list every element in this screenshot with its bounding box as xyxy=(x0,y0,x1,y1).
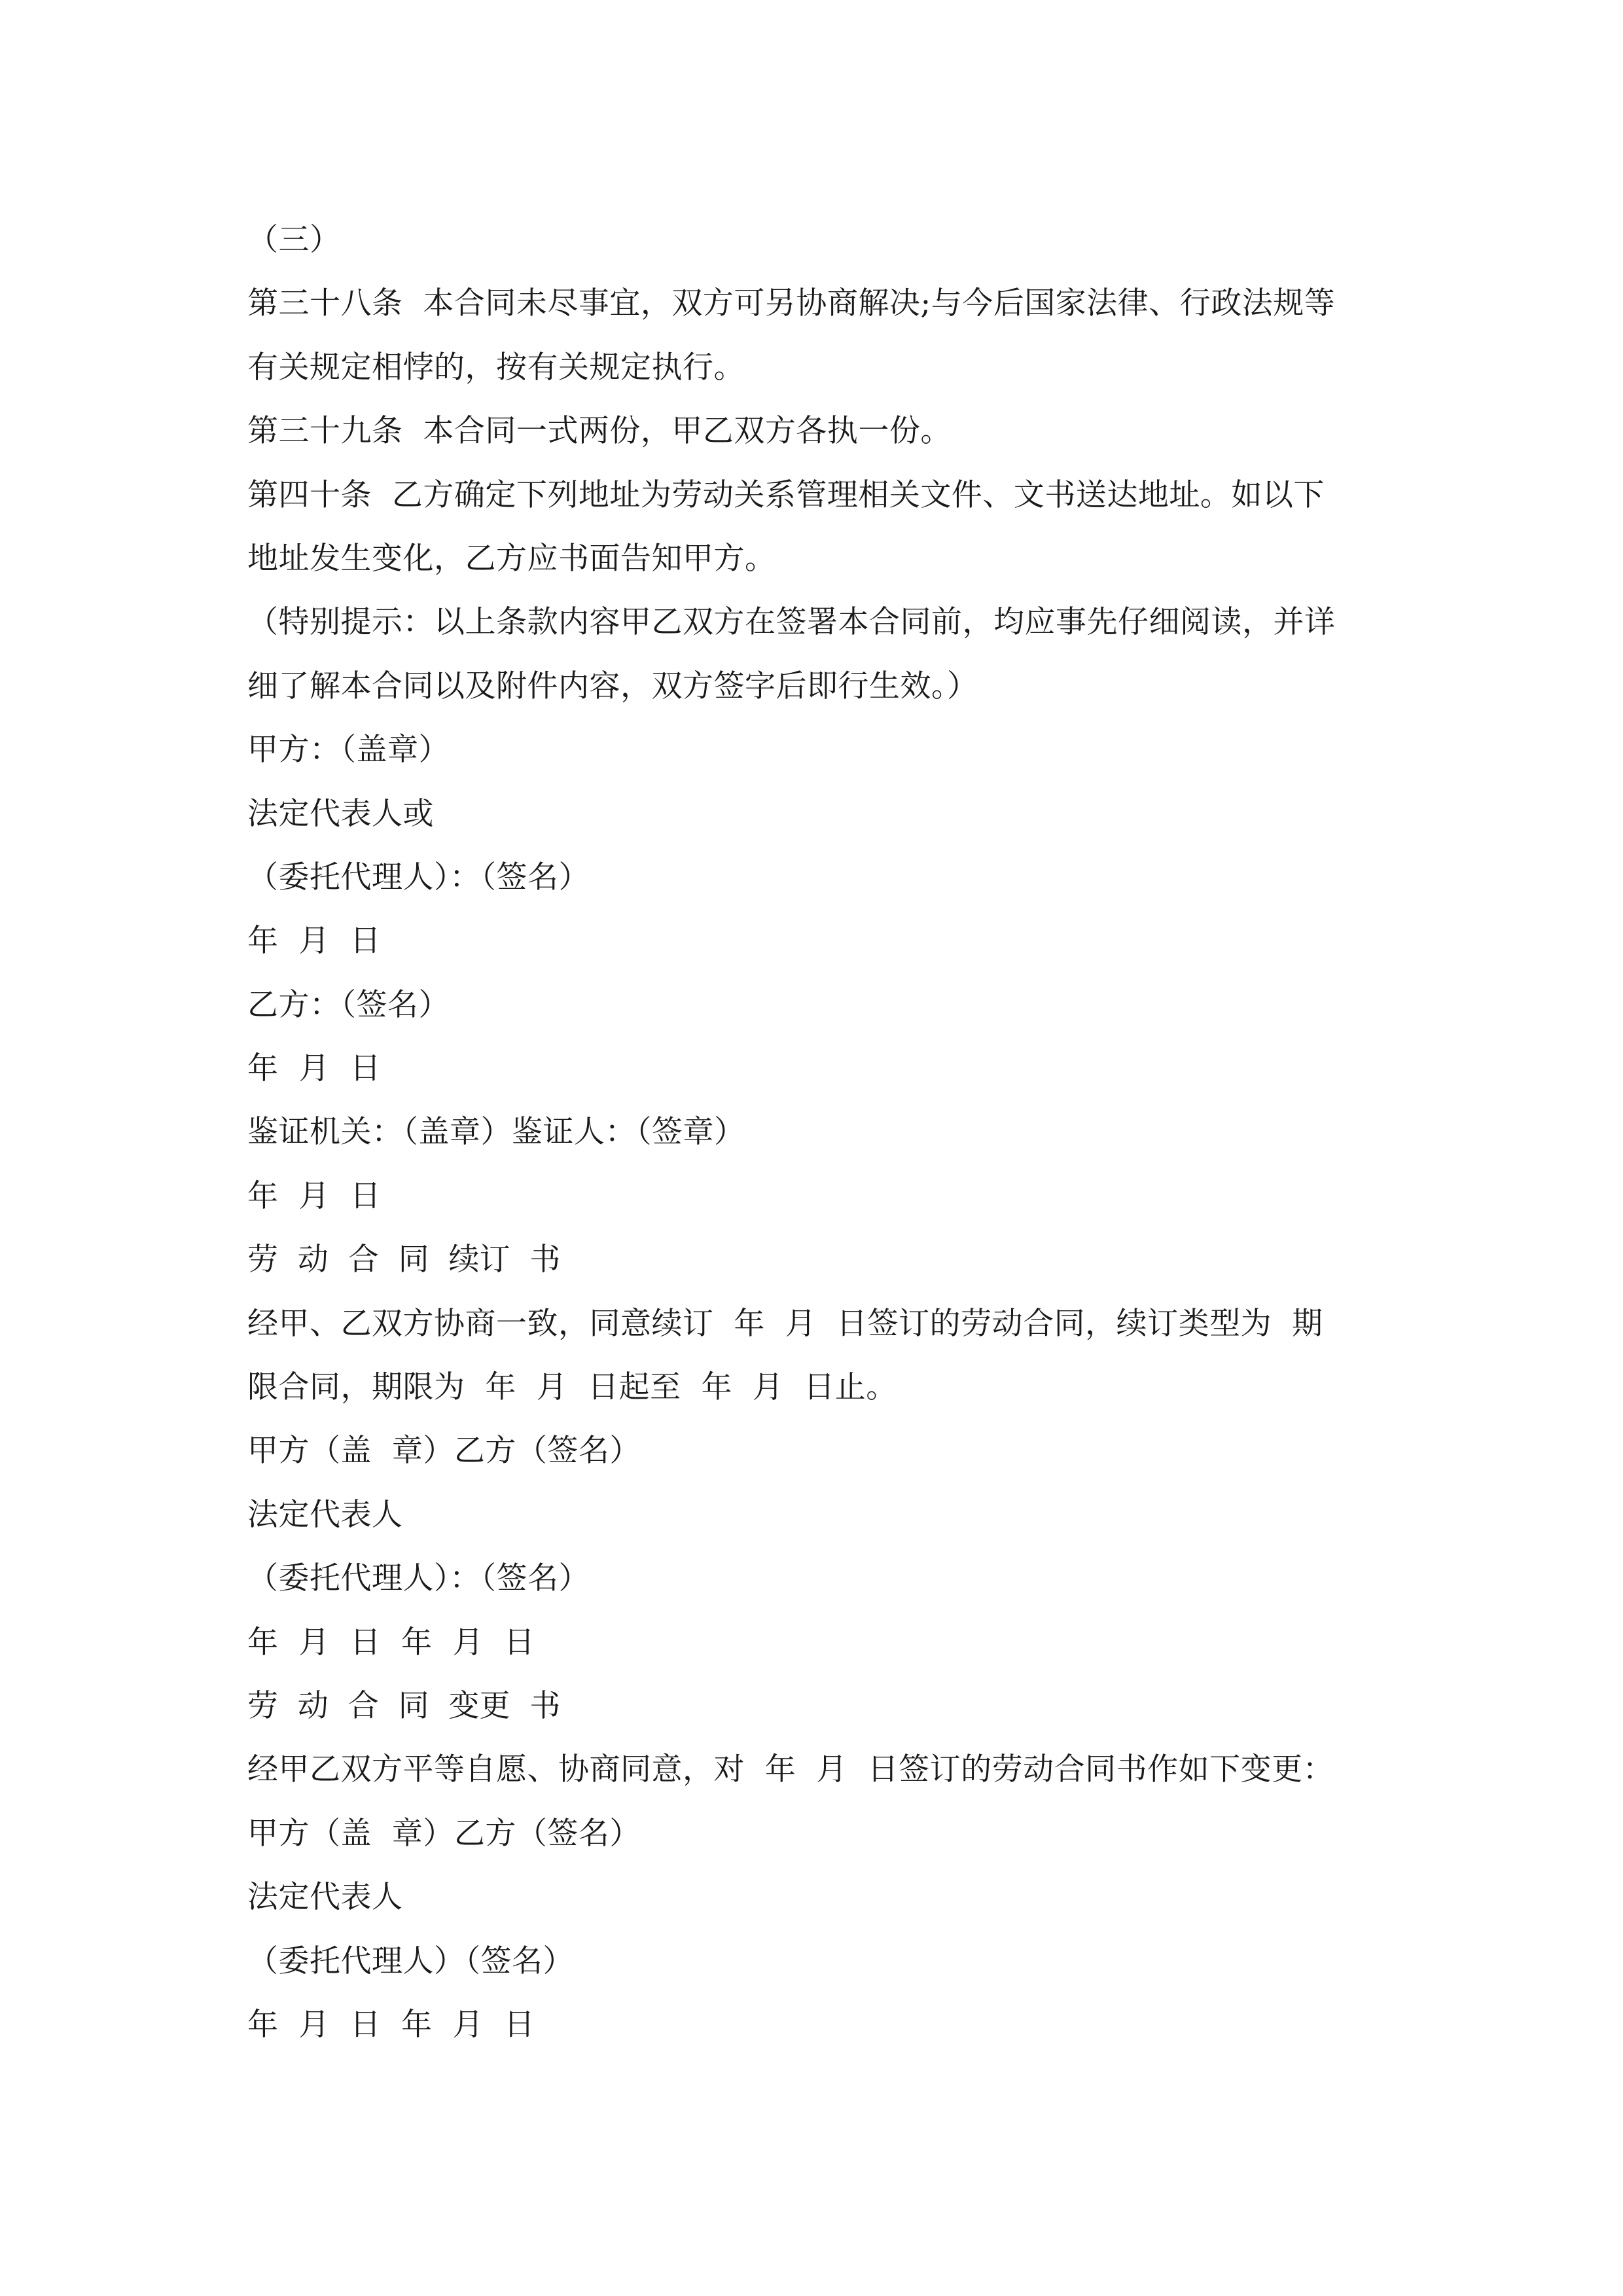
date-line-double: 年 月 日 年 月 日 xyxy=(247,2006,535,2043)
legal-representative: 法定代表人或 xyxy=(247,795,434,832)
party-a-seal: 甲方：（盖章） xyxy=(247,732,450,768)
article-39: 第三十九条 本合同一式两份，甲乙双方各执一份。 xyxy=(247,413,952,450)
article-38-line-2: 有关规定相悖的，按有关规定执行。 xyxy=(247,349,745,386)
renewal-body-line-2: 限合同，期限为 年 月 日起至 年 月 日止。 xyxy=(247,1369,897,1406)
date-line-double: 年 月 日 年 月 日 xyxy=(247,1624,535,1660)
renewal-body-line-1: 经甲、乙双方协商一致，同意续订 年 月 日签订的劳动合同，续订类型为 期 xyxy=(247,1305,1323,1342)
party-b-signature: 乙方：（签名） xyxy=(247,986,450,1023)
article-38-line-1: 第三十八条 本合同未尽事宜，双方可另协商解决;与今后国家法律、行政法规等 xyxy=(247,285,1336,322)
date-line: 年 月 日 xyxy=(247,1050,382,1087)
authorized-agent-signature: （委托代理人）：（签名） xyxy=(247,859,590,895)
special-notice-line-2: 细了解本合同以及附件内容，双方签字后即行生效。） xyxy=(247,668,978,704)
legal-representative: 法定代表人 xyxy=(247,1879,403,1916)
authentication-authority: 鉴证机关：（盖章）鉴证人：（签章） xyxy=(247,1114,745,1151)
section-heading: （三） xyxy=(247,222,341,258)
special-notice-line-1: （特别提示：以上条款内容甲乙双方在签署本合同前，均应事先仔细阅读，并详 xyxy=(247,604,1336,641)
authorized-agent-signature: （委托代理人）：（签名） xyxy=(247,1560,590,1597)
legal-representative: 法定代表人 xyxy=(247,1496,403,1533)
article-40-line-1: 第四十条 乙方确定下列地址为劳动关系管理相关文件、文书送达地址。如以下 xyxy=(247,476,1325,513)
change-parties: 甲方（盖 章）乙方（签名） xyxy=(247,1815,641,1852)
document-page xyxy=(247,208,1386,2056)
renewal-title: 劳 动 合 同 续订 书 xyxy=(247,1242,561,1278)
date-line: 年 月 日 xyxy=(247,1177,382,1214)
change-body: 经甲乙双方平等自愿、协商同意，对 年 月 日签订的劳动合同书作如下变更： xyxy=(247,1751,1334,1788)
article-40-line-2: 地址发生变化，乙方应书面告知甲方。 xyxy=(247,540,776,577)
date-line: 年 月 日 xyxy=(247,923,382,960)
authorized-agent-signature: （委托代理人）（签名） xyxy=(247,1943,574,1979)
change-title: 劳 动 合 同 变更 书 xyxy=(247,1687,561,1724)
renewal-parties: 甲方（盖 章）乙方（签名） xyxy=(247,1433,641,1469)
